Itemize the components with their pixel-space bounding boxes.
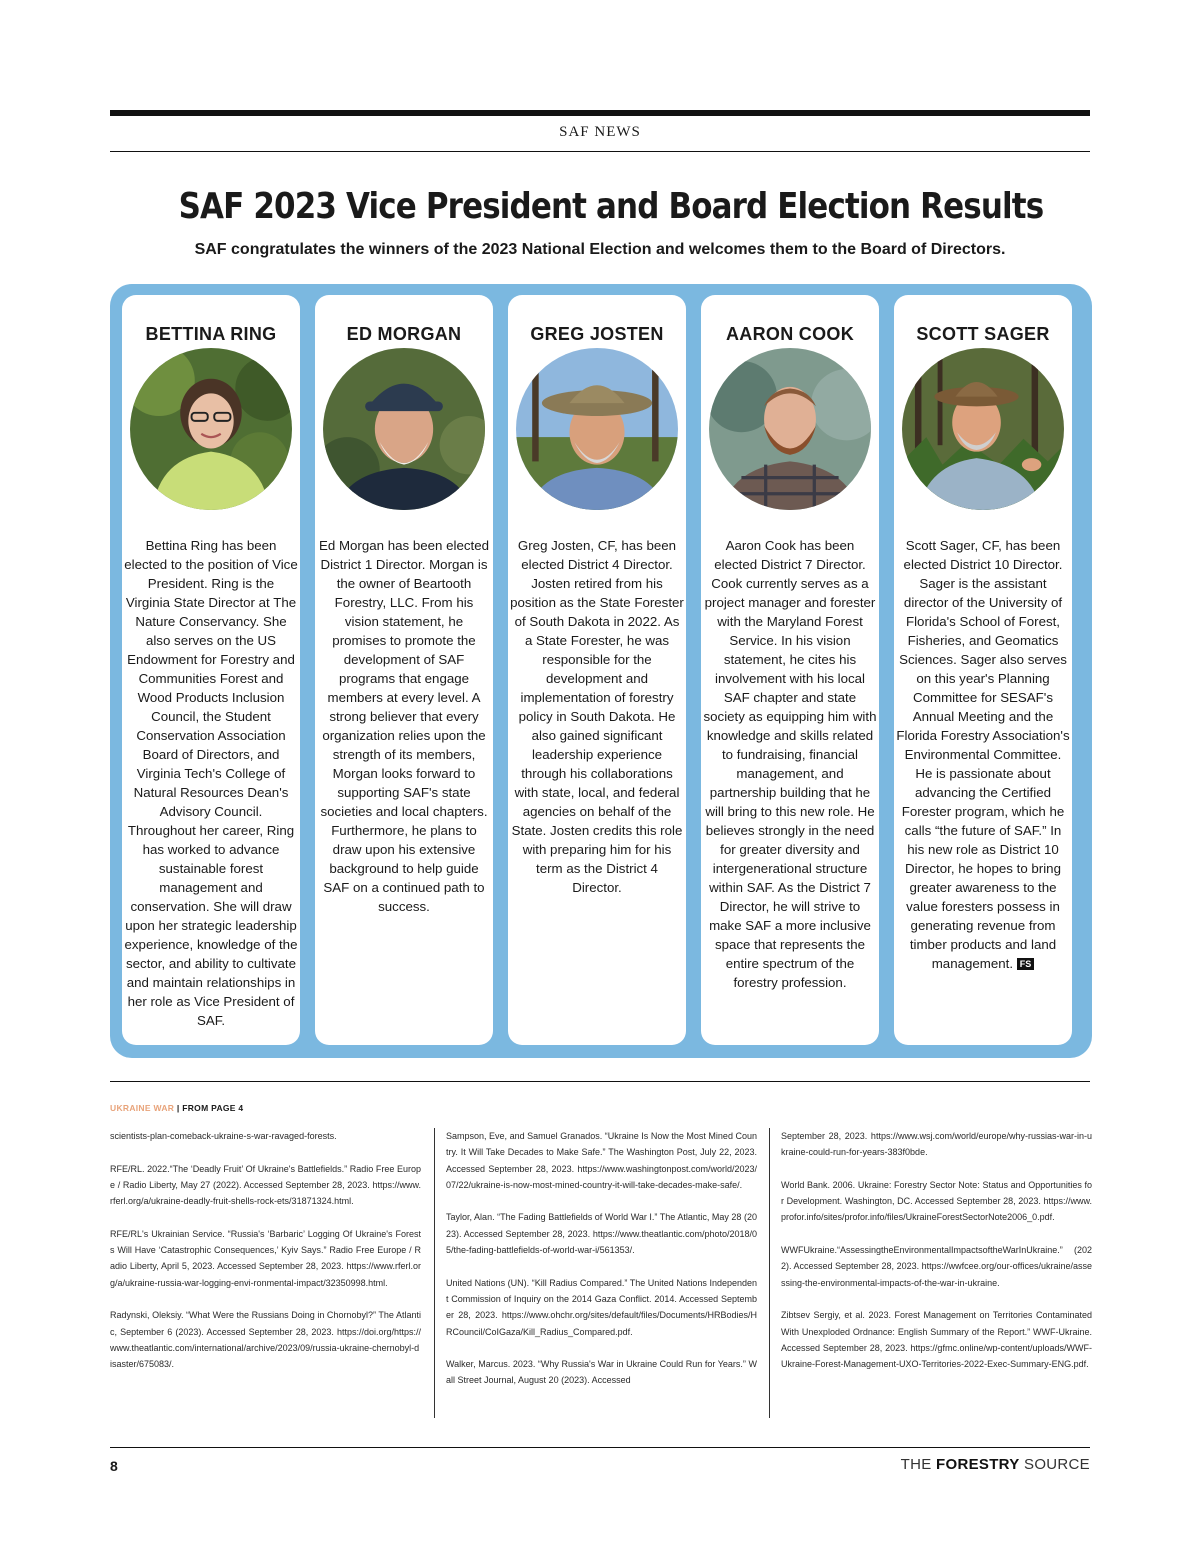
member-bio: Bettina Ring has been elected to the position of Vice President. Ring is the Virginia State Director at The Nature Conservancy. She also serves on the US Endowment for Forestry and Communities Forest and Wood Products Inclusion Council, the Student Conservation Association Board of Directors, and Virginia Tech's College of Natural Resources Dean's Advisory Council. Throughout her career, Ring has worked to advance sustainable forest management and conservation. She will draw upon her strategic leadership experience, knowledge of the sector, and ability to cultivate and maintain relationships in her role as Vice President of SAF. [124,538,298,1028]
column-divider [434,1128,435,1418]
member-name: AARON COOK [726,324,854,344]
references-rule [110,1081,1090,1082]
reference-entry: RFE/RL. 2022.“The ‘Deadly Fruit’ Of Ukraine's Battlefields.” Radio Free Europe / Radio Liberty, May 27 (2022). Accessed September 28, 2023. https://www.rferl.org/a/ukraine-deadly-fruit-shells-rock-ets/31871324.html. [110,1163,421,1207]
references-column-2 [446,1128,757,1405]
portrait-aaron-cook-icon [709,348,871,510]
member-bio: Ed Morgan has been elected District 1 Director. Morgan is the owner of Beartooth Forestry, LLC. From his vision statement, he promises to promote the development of SAF programs that engage members at every level. A strong believer that every organization relies upon the strength of its members, Morgan looks forward to supporting SAF's state societies and local chapters. Furthermore, he plans to draw upon his extensive background to help guide SAF on a continued path to success. [318,538,490,914]
member-card-ed-morgan [315,295,493,1045]
portrait-photo [902,348,1064,510]
reference-entry: scientists-plan-comeback-ukraine-s-war-ravaged-forests. [110,1131,337,1141]
references-column-1 [110,1128,421,1389]
masthead-forestry: FORESTRY [936,1456,1020,1473]
member-bio: Greg Josten, CF, has been elected District 4 Director. Josten retired from his position as the State Forester of South Dakota in 2022. As a State Forester, he was responsible for the development and implementation of forestry policy in South Dakota. He also gained significant leadership experience through his collaborations with state, local, and federal agencies on behalf of the State. Josten credits this role with preparing him for his term as the District 4 Director. [510,538,684,895]
column-divider [769,1128,770,1418]
page-number: 8 [110,1458,118,1474]
portrait-photo [130,348,292,510]
continued-from: | FROM PAGE 4 [176,1103,244,1113]
page-subtitle: SAF congratulates the winners of the 2023 National Election and welcomes them to the Board of Directors. [194,241,1006,258]
portrait-ed-morgan-icon [323,348,485,510]
continued-tag: UKRAINE WAR [110,1103,175,1113]
member-bio [896,536,1070,973]
member-card-bettina-ring [122,295,300,1045]
top-rule [110,110,1090,116]
masthead-source: SOURCE [1019,1456,1090,1473]
portrait-scott-sager-icon [902,348,1064,510]
reference-entry: WWFUkraine.“AssessingtheEnvironmentalImpactsoftheWarInUkraine.” (2022). Accessed September 28, 2023. https://wwfcee.org/our-offices/ukraine/assessing-the-environmental-impacts-of-the-war-in-ukraine. [781,1245,1093,1288]
reference-entry: Radynski, Oleksiy. “What Were the Russians Doing in Chornobyl?” The Atlantic, September 6 (2023). Accessed September 28, 2023. https://doi.org/https://www.theatlantic.com/international/archive/2023/09/russia-ukraine-chernobyl-disaster/675083/. [110,1310,421,1370]
member-bio-text: Scott Sager, CF, has been elected District 10 Director. Sager is the assistant director of the University of Florida's School of Forest, Fisheries, and Geomatics Sciences. Sager also serves on this year's Planning Committee for SESAF's Annual Meeting and the Florida Forestry Association's Environmental Committee. He is passionate about advancing the Certified Forester program, which he calls “the future of SAF.” In his new role as District 10 Director, he hopes to bring greater awareness to the value foresters possess in generating revenue from timber products and land management. [896,538,1070,971]
reference-entry: World Bank. 2006. Ukraine: Forestry Sector Note: Status and Opportunities for Development. Washington, DC. Accessed September 28, 2023. https://www.profor.info/sites/profor.info/files/UkraineForestSectorNote2006_0.pdf. [781,1179,1092,1223]
reference-entry: Taylor, Alan. “The Fading Battlefields of World War I.” The Atlantic, May 28 (2023). Accessed September 28, 2023. https://www.theatlantic.com/photo/2018/05/the-fading-battlefields-of-world-war-i/561353/. [446,1212,757,1256]
section-rule [110,151,1090,152]
member-card-scott-sager [894,295,1072,1045]
member-bio: Aaron Cook has been elected District 7 Director. Cook currently serves as a project manager and forester with the Maryland Forest Service. In his vision statement, he cites his involvement with his local SAF chapter and state society as equipping him with knowledge and skills related to fundraising, financial management, and partnership building that he will bring to this new role. He believes strongly in the need for greater diversity and intergenerational structure within SAF. As the District 7 Director, he will strive to make SAF a more inclusive space that represents the entire spectrum of the forestry profession. [703,538,877,990]
reference-entry: September 28, 2023. https://www.wsj.com/world/europe/why-russias-war-in-ukraine-could-run-for-years-383f0bde. [781,1131,1092,1158]
continued-from-label [110,1103,243,1113]
member-card-greg-josten [508,295,686,1045]
member-name: SCOTT SAGER [916,324,1050,344]
member-name: GREG JOSTEN [530,324,664,344]
portrait-photo [709,348,871,510]
board-members-panel [110,284,1092,1058]
end-mark-badge: FS [1017,958,1035,970]
references-column-3 [781,1128,1092,1389]
publication-masthead [901,1456,1090,1473]
member-card-aaron-cook [701,295,879,1045]
reference-entry: RFE/RL's Ukrainian Service. “Russia's ‘Barbaric’ Logging Of Ukraine's Forests Will Have ‘Catastrophic Consequences,’ Kyiv Says.” Radio Free Europe / Radio Liberty, April 5, 2023. Accessed September 28, 2023. https://www.rferl.org/a/ukraine-russia-war-logging-envi-ronmental-impact/32350998.html. [110,1228,421,1288]
reference-entry: Zibtsev Sergiy, et al. 2023. Forest Management on Territories Contaminated With Unexploded Ordnance: English Summary of the Report.” WWF-Ukraine. Accessed September 28, 2023. https://gfmc.online/wp-content/uploads/WWF-Ukraine-Forest-Management-UXO-Territories-2022-Exec-Summary-ENG.pdf. [781,1310,1092,1370]
portrait-bettina-ring-icon [130,348,292,510]
member-name: BETTINA RING [145,324,277,344]
reference-entry: Sampson, Eve, and Samuel Granados. “Ukraine Is Now the Most Mined Country. It Will Take Decades to Make Safe.” The Washington Post, July 22, 2023. Accessed September 28, 2023. https://www.washingtonpost.com/world/2023/07/22/ukraine-is-now-most-mined-country-it-will-take-decades-make-safe/. [446,1131,757,1190]
portrait-photo [323,348,485,510]
reference-entry: United Nations (UN). “Kill Radius Compared.” The United Nations Independent Commission of Inquiry on the 2014 Gaza Conflict. 2014. Accessed September 28, 2023. https://www.ohchr.org/sites/default/files/Documents/HRBodies/HRCouncil/CoIGaza/Kill_Radius_Compared.pdf. [446,1277,757,1337]
portrait-photo [516,348,678,510]
portrait-greg-josten-icon [516,348,678,510]
page-title: SAF 2023 Vice President and Board Election Results [178,186,1044,227]
section-label: SAF NEWS [559,124,641,140]
reference-entry: Walker, Marcus. 2023. “Why Russia's War in Ukraine Could Run for Years.” Wall Street Journal, August 20 (2023). Accessed [446,1359,757,1386]
member-name: ED MORGAN [346,324,462,344]
masthead-the: THE [900,1456,937,1473]
footer-rule [110,1447,1090,1448]
